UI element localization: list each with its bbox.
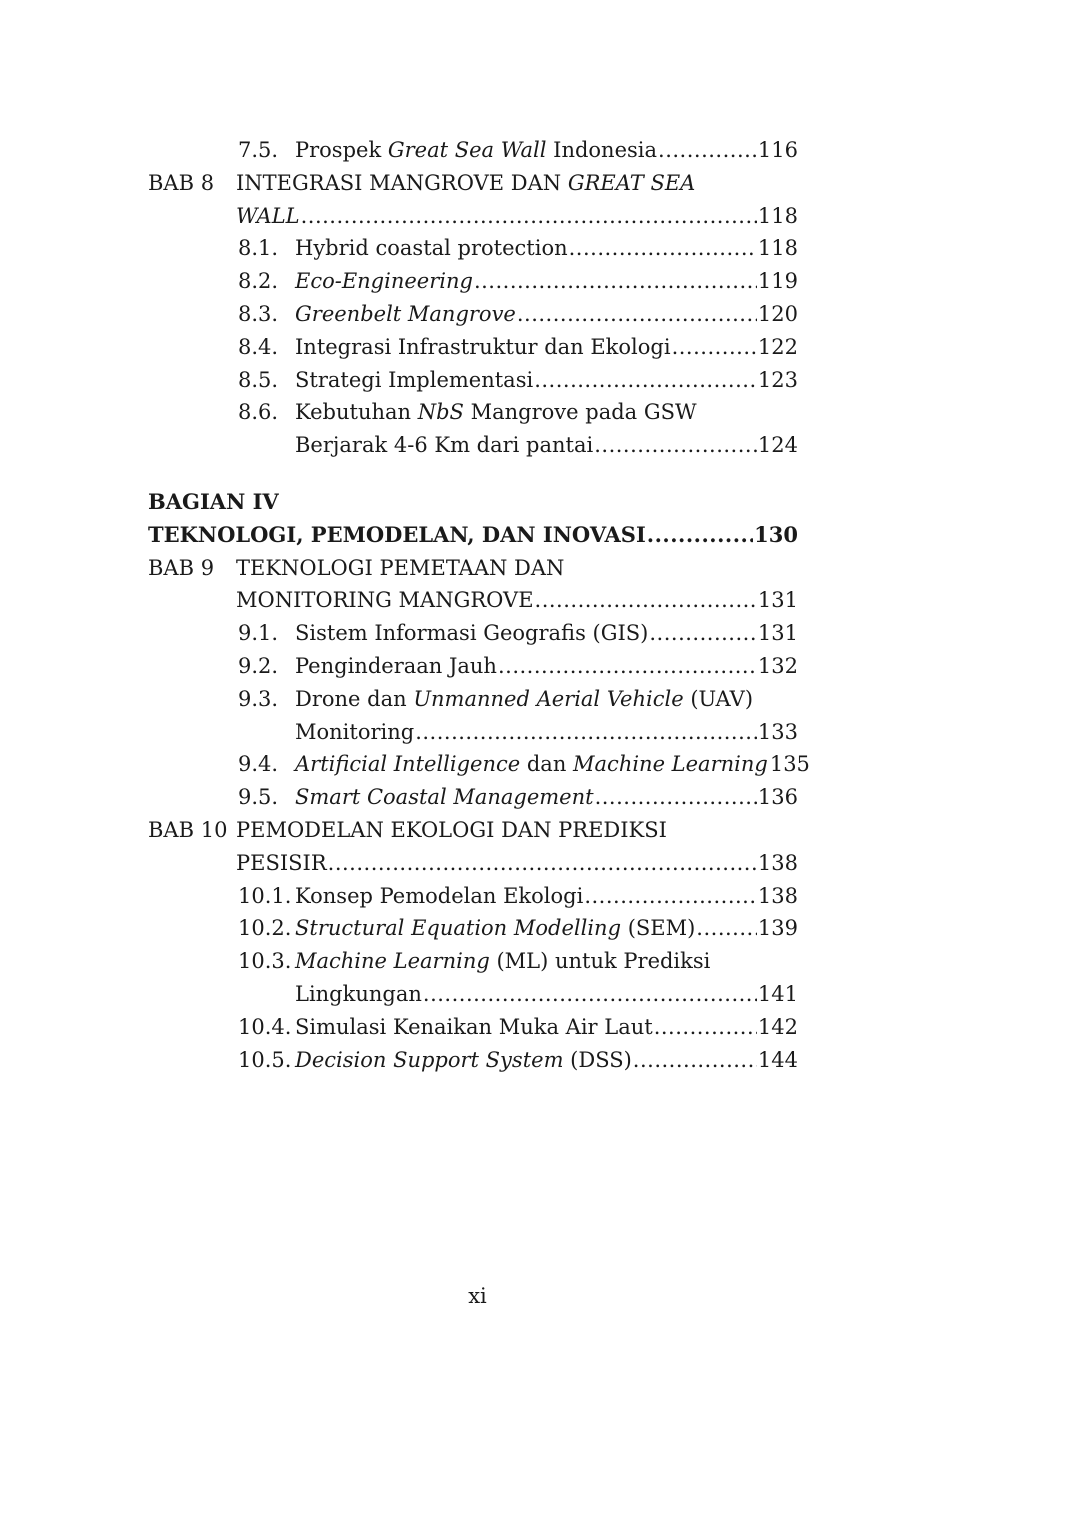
toc-entry-title <box>295 945 798 978</box>
toc-title-segment: Eco-Engineering <box>295 269 473 294</box>
toc-title-segment: Drone dan <box>295 686 414 711</box>
toc-title-segment: Smart Coastal Management <box>295 785 594 810</box>
toc-entry-title <box>295 232 798 265</box>
toc-page-number: 133 <box>757 719 798 744</box>
toc-section-entry <box>148 265 798 298</box>
toc-title-segment: Prospek <box>295 138 388 162</box>
toc-section-entry <box>148 1044 798 1077</box>
toc-page-number: 118 <box>757 236 798 261</box>
toc-entry-number: 9.2. <box>238 653 279 678</box>
toc-leader-dots <box>672 331 757 364</box>
toc-title-segment: INTEGRASI MANGROVE DAN <box>236 170 568 195</box>
toc-entry-number: BAB 9 <box>148 555 215 580</box>
toc-leader-dots <box>535 584 757 617</box>
toc-entry-number: 10.3. <box>238 949 292 974</box>
toc-leader-dots <box>595 781 757 814</box>
toc-leader-dots <box>474 265 757 298</box>
toc-entry-number: 8.5. <box>238 367 279 392</box>
toc-title-segment: Greenbelt Mangrove <box>295 301 516 326</box>
toc-entry-title <box>295 748 810 781</box>
toc-entry-title <box>295 880 798 913</box>
toc-page-number: 141 <box>757 981 798 1006</box>
toc-title-segment: Strategi Implementasi <box>295 367 534 392</box>
toc-page-number: 120 <box>757 301 798 326</box>
toc-title-segment: TEKNOLOGI, PEMODELAN, DAN INOVASI <box>148 521 646 547</box>
toc-chapter-entry <box>148 167 798 200</box>
toc-leader-dots <box>658 134 757 167</box>
toc-entry-title <box>295 683 798 716</box>
toc-section-entry <box>148 617 798 650</box>
toc-entry-number: 9.5. <box>238 785 279 810</box>
toc-entry-number: BAB 10 <box>148 817 228 842</box>
toc-title-segment: Integrasi Infrastruktur dan Ekologi <box>295 334 671 359</box>
toc-title-segment: Simulasi Kenaikan Muka Air Laut <box>295 1014 653 1039</box>
toc-entry-number: 8.4. <box>238 334 279 359</box>
toc-title-segment: (DSS) <box>563 1047 632 1072</box>
toc-entry-number: 8.2. <box>238 269 279 294</box>
toc-page-number: 139 <box>757 916 798 941</box>
toc-title-segment: Berjarak 4-6 Km dari pantai <box>295 433 594 458</box>
toc-page-number: 116 <box>757 138 798 162</box>
toc-title-segment: Sistem Informasi Geografis (GIS) <box>295 621 649 646</box>
toc-entry-title <box>148 519 798 552</box>
toc-page-number: 138 <box>757 850 798 875</box>
toc-title-segment: Penginderaan Jauh <box>295 653 497 678</box>
section-gap <box>148 462 798 486</box>
toc-leader-dots <box>584 880 757 913</box>
toc-page-number: 136 <box>757 785 798 810</box>
toc-entry-title <box>236 167 798 200</box>
toc-title-segment: MONITORING MANGROVE <box>236 588 534 613</box>
toc-section-entry <box>148 232 798 265</box>
toc-leader-dots <box>569 232 757 265</box>
page-number: xi <box>468 1284 487 1308</box>
toc-page-number: 131 <box>757 588 798 613</box>
toc-title-segment: (ML) untuk Prediksi <box>489 949 711 974</box>
toc-title-segment: Hybrid coastal protection <box>295 236 568 261</box>
toc-page-number: 119 <box>757 269 798 294</box>
toc-title-segment: NbS <box>417 400 464 425</box>
toc-section-entry <box>148 298 798 331</box>
toc-page-number: 124 <box>757 433 798 458</box>
toc-entry-title <box>295 617 798 650</box>
toc-entry-number: 10.4. <box>238 1014 292 1039</box>
toc-entry-title <box>295 364 798 397</box>
toc-title-segment: PEMODELAN EKOLOGI DAN PREDIKSI <box>236 817 667 842</box>
toc-leader-dots <box>498 650 757 683</box>
toc-title-segment: GREAT SEA <box>567 170 696 195</box>
toc-page-number: 138 <box>757 883 798 908</box>
toc-title-segment: Monitoring <box>295 719 415 744</box>
toc-entry-title <box>295 298 798 331</box>
toc-title-segment: Indonesia <box>546 138 658 162</box>
toc-title-segment: Structural Equation Modelling <box>295 916 622 941</box>
toc-entry-title <box>295 396 798 429</box>
toc-page-number: 135 <box>769 752 810 777</box>
toc-page-number: 132 <box>757 653 798 678</box>
table-of-contents <box>148 134 810 1076</box>
toc-title-segment: Great Sea Wall <box>387 138 547 162</box>
toc-section-entry <box>148 945 798 978</box>
toc-title-segment: (UAV) <box>683 686 754 711</box>
toc-part-heading <box>148 519 798 552</box>
toc-entry-title <box>295 1044 798 1077</box>
toc-leader-dots <box>328 847 757 880</box>
toc-section-entry <box>148 134 798 167</box>
toc-title-segment: BAGIAN IV <box>148 488 279 514</box>
toc-entry-title <box>295 781 798 814</box>
toc-entry-number: 7.5. <box>238 138 279 162</box>
toc-entry-title <box>295 429 798 462</box>
toc-page-number: 118 <box>757 203 798 228</box>
toc-leader-dots <box>654 1011 757 1044</box>
toc-section-entry <box>148 364 798 397</box>
toc-entry-title <box>295 912 798 945</box>
toc-page-number: 144 <box>757 1047 798 1072</box>
toc-entry-title <box>295 265 798 298</box>
toc-section-entry <box>148 650 798 683</box>
toc-section-entry <box>148 748 810 781</box>
toc-entry-title <box>295 650 798 683</box>
toc-entry-title <box>236 847 798 880</box>
toc-title-segment: dan <box>520 752 574 777</box>
toc-leader-dots <box>415 716 757 749</box>
toc-section-entry <box>148 1011 798 1044</box>
toc-leader-dots <box>534 364 757 397</box>
toc-leader-dots <box>633 1044 757 1077</box>
toc-entry-title <box>236 814 798 847</box>
toc-entry-number: 10.1. <box>238 883 292 908</box>
toc-entry-title <box>236 584 798 617</box>
toc-page-number: 142 <box>757 1014 798 1039</box>
toc-section-entry <box>148 716 798 749</box>
toc-section-entry <box>148 978 798 1011</box>
toc-title-segment: Kebutuhan <box>295 400 418 425</box>
toc-entry-number: 10.5. <box>238 1047 292 1072</box>
toc-part-heading <box>148 486 798 519</box>
toc-title-segment: Konsep Pemodelan Ekologi <box>295 883 584 908</box>
toc-title-segment: Machine Learning <box>295 949 490 974</box>
toc-chapter-entry <box>148 552 798 585</box>
toc-entry-title <box>295 1011 798 1044</box>
toc-entry-number: 10.2. <box>238 916 292 941</box>
toc-entry-number: 9.4. <box>238 752 279 777</box>
toc-page-number: 122 <box>757 334 798 359</box>
toc-chapter-entry <box>148 584 798 617</box>
toc-title-segment: WALL <box>236 203 300 228</box>
toc-title-segment: Mangrove pada GSW <box>463 400 697 425</box>
toc-chapter-entry <box>148 847 798 880</box>
toc-section-entry <box>148 781 798 814</box>
toc-leader-dots <box>301 200 757 233</box>
toc-entry-title <box>295 978 798 1011</box>
toc-leader-dots <box>647 519 753 552</box>
toc-page-number: 123 <box>757 367 798 392</box>
toc-chapter-entry <box>148 200 798 233</box>
toc-entry-title <box>295 716 798 749</box>
toc-entry-title <box>295 134 798 167</box>
toc-entry-number: 9.3. <box>238 686 279 711</box>
toc-entry-number: 9.1. <box>238 621 279 646</box>
toc-page-number: 130 <box>754 521 798 547</box>
toc-section-entry <box>148 683 798 716</box>
toc-title-segment: Lingkungan <box>295 981 422 1006</box>
toc-entry-number: 8.6. <box>238 400 279 425</box>
toc-section-entry <box>148 331 798 364</box>
toc-entry-number: 8.3. <box>238 301 279 326</box>
toc-entry-title <box>148 486 798 519</box>
toc-title-segment: Machine Learning <box>573 752 768 777</box>
toc-entry-number: 8.1. <box>238 236 279 261</box>
toc-entry-title <box>295 331 798 364</box>
toc-section-entry <box>148 912 798 945</box>
toc-title-segment: TEKNOLOGI PEMETAAN DAN <box>236 555 565 580</box>
toc-leader-dots <box>696 912 757 945</box>
toc-title-segment: (SEM) <box>621 916 696 941</box>
toc-entry-number: BAB 8 <box>148 170 215 195</box>
toc-leader-dots <box>594 429 757 462</box>
toc-leader-dots <box>423 978 757 1011</box>
toc-leader-dots <box>517 298 757 331</box>
toc-entry-title <box>236 200 798 233</box>
toc-leader-dots <box>649 617 757 650</box>
toc-chapter-entry <box>148 814 798 847</box>
toc-section-entry <box>148 429 798 462</box>
toc-page-number: 131 <box>757 621 798 646</box>
toc-entry-title <box>236 552 798 585</box>
toc-title-segment: Unmanned Aerial Vehicle <box>413 686 684 711</box>
toc-section-entry <box>148 396 798 429</box>
toc-section-entry <box>148 880 798 913</box>
toc-title-segment: Decision Support System <box>295 1047 564 1072</box>
toc-title-segment: PESISIR <box>236 850 327 875</box>
toc-title-segment: Artificial Intelligence <box>295 752 521 777</box>
